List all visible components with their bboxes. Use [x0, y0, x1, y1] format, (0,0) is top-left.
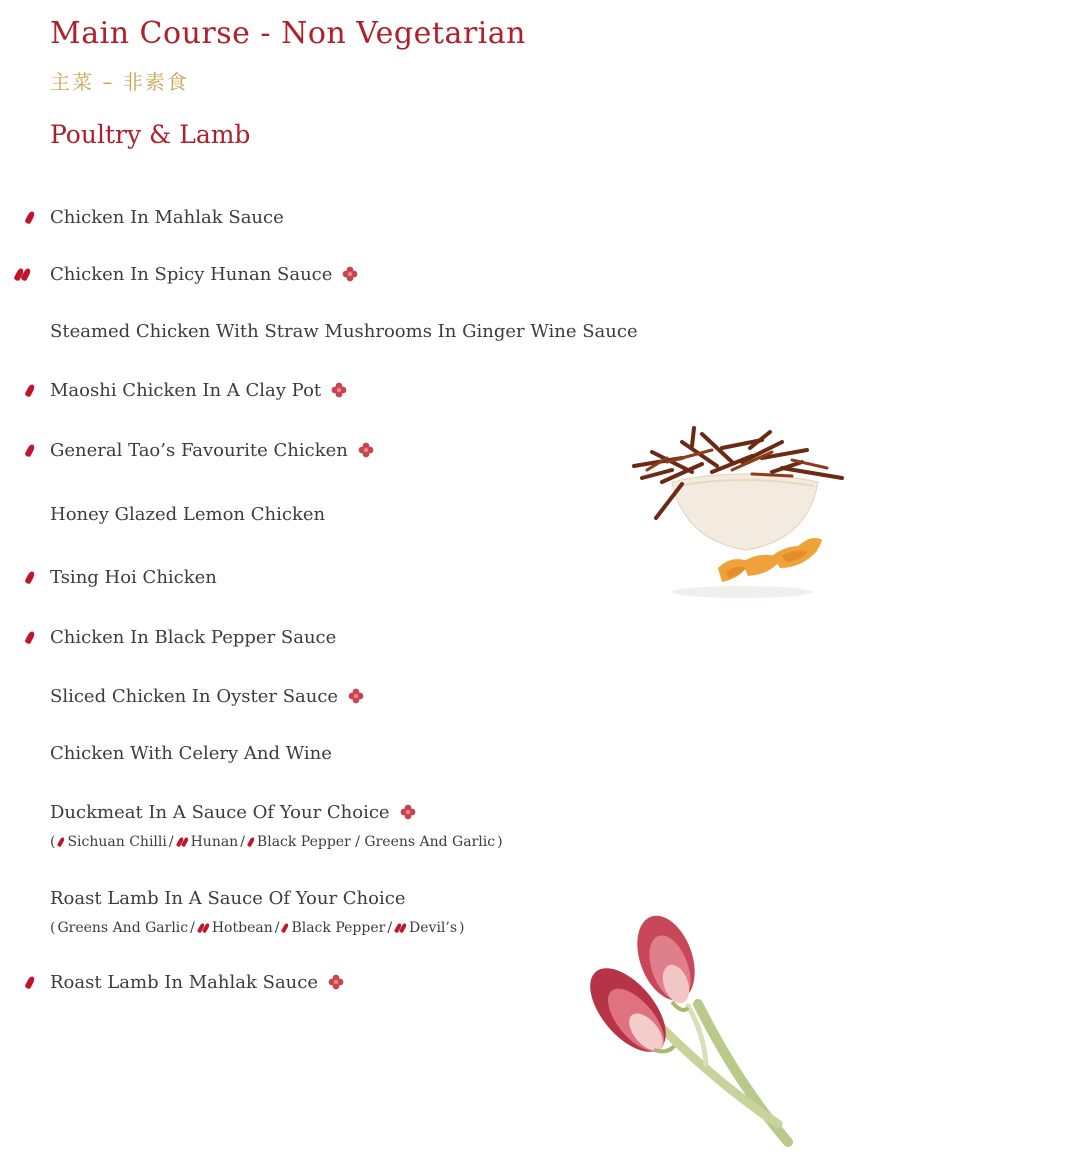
- menu-item-name: General Tao’s Favourite Chicken: [50, 439, 348, 461]
- page-title: Main Course - Non Vegetarian: [50, 16, 526, 51]
- chef-signature-flower-icon: [348, 688, 364, 704]
- menu-item-name: Chicken In Mahlak Sauce: [50, 206, 284, 228]
- menu-item-name: Sliced Chicken In Oyster Sauce: [50, 685, 339, 707]
- menu-item: [50, 797, 416, 827]
- option-separator: /: [240, 834, 245, 850]
- menu-item-name: Steamed Chicken With Straw Mushrooms In Ginger Wine Sauce: [50, 320, 638, 342]
- options-close-paren: ): [459, 920, 465, 936]
- menu-item: [50, 738, 332, 768]
- chili-icon: [27, 562, 33, 592]
- sauce-option: Black Pepper / Greens And Garlic: [256, 834, 496, 850]
- crispy-beef-bowl-image: [622, 422, 854, 602]
- chef-signature-flower-icon: [400, 804, 416, 820]
- menu-item: [50, 316, 638, 346]
- menu-item-name: Roast Lamb In Mahlak Sauce: [50, 971, 318, 993]
- menu-item-name: Chicken In Black Pepper Sauce: [50, 626, 337, 648]
- sauce-option: Sichuan Chilli: [67, 834, 167, 850]
- page-subtitle-chinese: 主菜 – 非素食: [50, 70, 189, 94]
- chef-signature-flower-icon: [358, 442, 374, 458]
- menu-item-name: Duckmeat In A Sauce Of Your Choice: [50, 801, 390, 823]
- menu-item: [50, 681, 364, 711]
- chef-signature-flower-icon: [342, 266, 358, 282]
- menu-item-name: Maoshi Chicken In A Clay Pot: [50, 379, 322, 401]
- chili-icon: [27, 202, 33, 232]
- menu-item: [50, 562, 217, 592]
- menu-item-name: Chicken In Spicy Hunan Sauce: [50, 263, 333, 285]
- chef-signature-flower-icon: [328, 974, 344, 990]
- chili-icon: [249, 837, 253, 847]
- chili-icon: [283, 923, 287, 933]
- menu-item: [50, 435, 374, 465]
- options-open-paren: (: [50, 834, 56, 850]
- double-chili-icon: [16, 259, 29, 289]
- menu-item: [50, 622, 336, 652]
- sauce-options: [50, 920, 465, 936]
- option-separator: /: [387, 920, 393, 936]
- menu-item-name: Tsing Hoi Chicken: [50, 566, 217, 588]
- options-open-paren: (: [50, 920, 56, 936]
- menu-item-name: Honey Glazed Lemon Chicken: [50, 503, 326, 525]
- menu-item: [50, 202, 284, 232]
- double-chili-icon: [396, 923, 405, 933]
- options-close-paren: ): [497, 834, 503, 850]
- chili-icon: [27, 622, 33, 652]
- double-chili-icon: [199, 923, 208, 933]
- sauce-option: Hunan: [190, 834, 239, 850]
- option-separator: /: [168, 834, 174, 850]
- menu-item: [50, 499, 325, 529]
- menu-item: [50, 883, 405, 913]
- chili-icon: [27, 967, 33, 997]
- sauce-option: Hotbean: [211, 920, 273, 936]
- double-chili-icon: [178, 837, 187, 847]
- ginger-flower-image: [588, 914, 818, 1154]
- menu-item: [50, 967, 344, 997]
- option-separator: /: [274, 920, 280, 936]
- sauce-options: [50, 834, 503, 850]
- chili-icon: [27, 435, 33, 465]
- menu-item: [50, 375, 347, 405]
- sauce-option: Greens And Garlic: [57, 920, 189, 936]
- sauce-option: Devil’s: [409, 920, 458, 936]
- menu-item-name: Roast Lamb In A Sauce Of Your Choice: [50, 887, 406, 909]
- menu-item-name: Chicken With Celery And Wine: [50, 742, 332, 764]
- menu-item: [50, 259, 358, 289]
- option-separator: /: [190, 920, 195, 936]
- chili-icon: [27, 375, 33, 405]
- sauce-option: Black Pepper: [291, 920, 386, 936]
- chili-icon: [59, 837, 63, 847]
- chef-signature-flower-icon: [331, 382, 347, 398]
- section-title: Poultry & Lamb: [50, 120, 251, 149]
